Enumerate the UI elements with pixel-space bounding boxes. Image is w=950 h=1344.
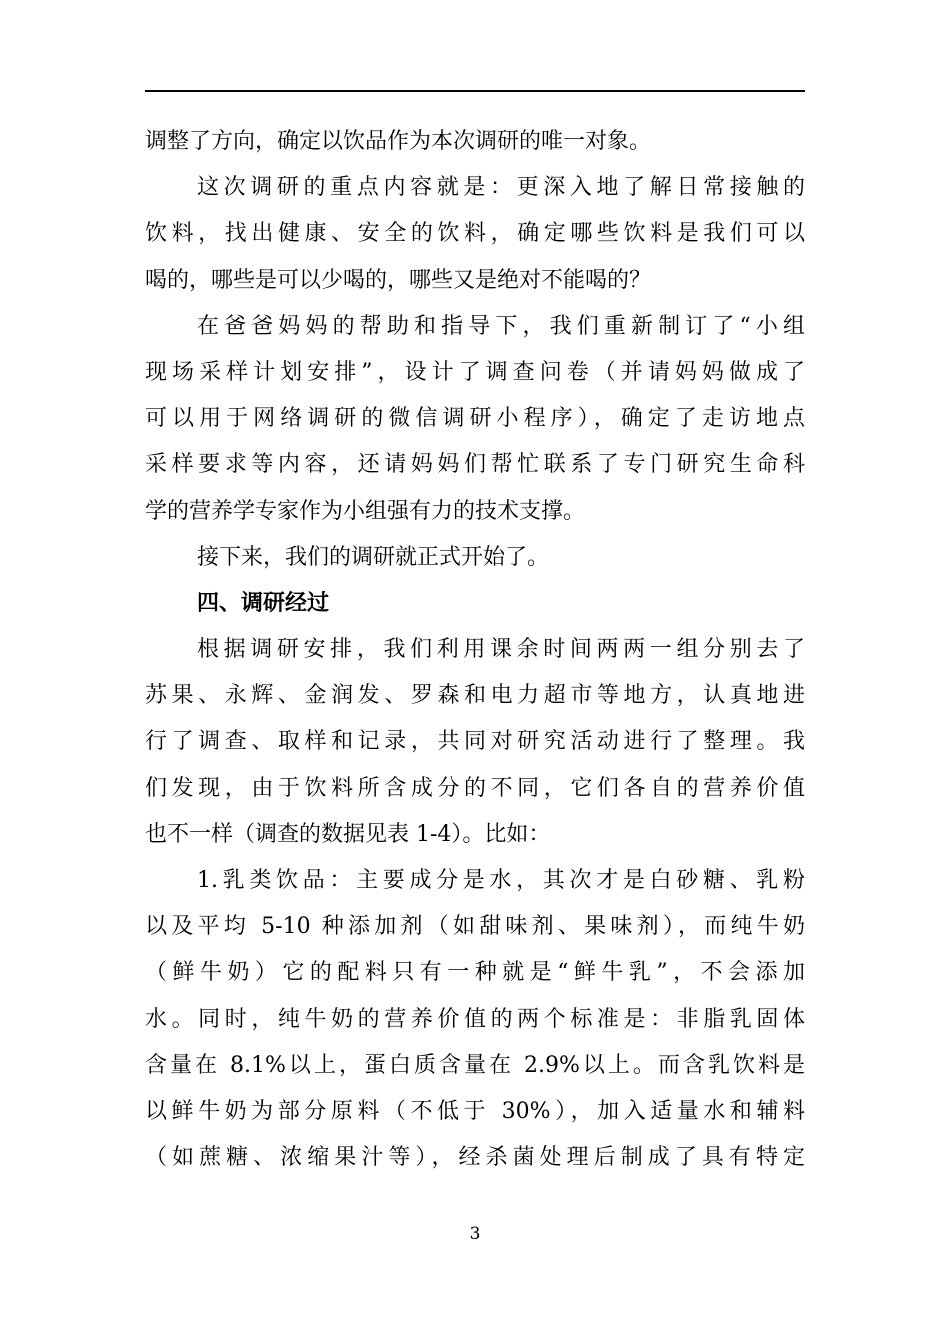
document-body: [145, 119, 805, 1181]
text-line: 苏果、永辉、金润发、罗森和电力超市等地方，认真地进: [145, 683, 805, 709]
text-line: 也不一样（调查的数据见表 1-4）。比如：: [145, 821, 551, 847]
text-line: 可以用于网络调研的微信调研小程序），确定了走访地点: [145, 406, 805, 432]
text-line: 采样要求等内容，还请妈妈们帮忙联系了专门研究生命科: [145, 452, 805, 478]
text-line: 行了调查、取样和记录，共同对研究活动进行了整理。我: [145, 729, 805, 755]
text-line: （鲜牛奶）它的配料只有一种就是“鲜牛乳”，不会添加: [145, 960, 805, 986]
text-line: 接下来，我们的调研就正式开始了。: [197, 544, 550, 570]
text-line: 学的营养学专家作为小组强有力的技术支撑。: [145, 498, 586, 524]
text-line: 们发现，由于饮料所含成分的不同，它们各自的营养价值: [145, 775, 805, 801]
text-line: 饮料，找出健康、安全的饮料，确定哪些饮料是我们可以: [145, 221, 805, 247]
text-line: 这次调研的重点内容就是：更深入地了解日常接触的: [197, 175, 805, 201]
text-line: 以及平均 5-10 种添加剂（如甜味剂、果味剂），而纯牛奶: [145, 914, 805, 940]
text-line: 含量在 8.1%以上，蛋白质含量在 2.9%以上。而含乳饮料是: [145, 1052, 805, 1078]
text-line: 1.乳类饮品：主要成分是水，其次才是白砂糖、乳粉: [197, 868, 805, 893]
section-heading: 四、调研经过: [197, 590, 330, 616]
text-line: 以鲜牛奶为部分原料（不低于 30%），加入适量水和辅料: [145, 1098, 805, 1124]
text-line: 在爸爸妈妈的帮助和指导下，我们重新制订了“小组: [197, 313, 805, 339]
text-line: 现场采样计划安排”，设计了调查问卷（并请妈妈做成了: [145, 359, 805, 385]
text-line: 水。同时，纯牛奶的营养价值的两个标准是：非脂乳固体: [145, 1006, 805, 1032]
text-line: 根据调研安排，我们利用课余时间两两一组分别去了: [197, 637, 805, 663]
text-line: （如蔗糖、浓缩果汁等），经杀菌处理后制成了具有特定: [145, 1145, 805, 1171]
text-line: 喝的，哪些是可以少喝的，哪些又是绝对不能喝的？: [145, 267, 652, 293]
text-line: 调整了方向，确定以饮品作为本次调研的唯一对象。: [145, 129, 652, 154]
header-rule: [145, 90, 805, 92]
page-number: 3: [469, 1224, 481, 1244]
